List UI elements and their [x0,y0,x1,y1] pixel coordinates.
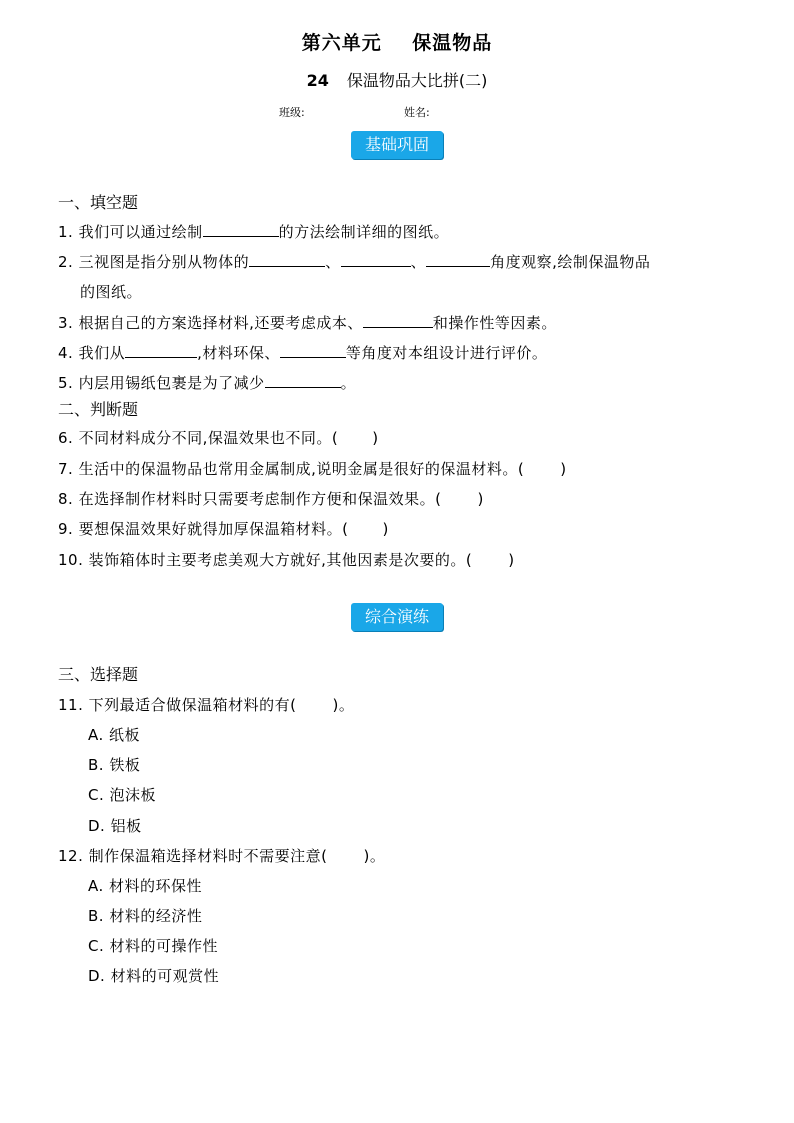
question-text: 1. 我们可以通过绘制 [58,223,203,241]
answer-blank[interactable] [203,222,279,237]
answer-blank[interactable] [125,343,197,358]
option-c[interactable]: C. 材料的可操作性 [88,937,219,955]
question-text: 2. 三视图是指分别从物体的 [58,253,250,271]
judge-question-6 [58,427,379,448]
unit-title: 第六单元 保温物品 [301,32,493,54]
question-text: 和操作性等因素。 [432,314,557,332]
lesson-title-row [0,68,794,91]
question-text: 6. 不同材料成分不同,保温效果也不同。( [58,429,339,447]
question-text: 12. 制作保温箱选择材料时不需要注意( [58,847,328,865]
question-text: 等角度对本组设计进行评价。 [345,344,548,362]
choice-question-12 [58,845,385,866]
answer-blank[interactable] [280,343,346,358]
question-text: 4. 我们从 [58,344,126,362]
judge-question-7 [58,458,567,479]
fill-question-4 [58,342,547,363]
question-text: ) [477,490,484,508]
fill-question-5 [58,372,356,393]
question-text: ) [508,551,515,569]
option-b[interactable]: B. 材料的经济性 [88,907,203,925]
question-text: 8. 在选择制作材料时只需要考虑制作方便和保温效果。( [58,490,442,508]
question-text: ,材料环保、 [197,344,280,362]
question-text: 、 [410,253,427,271]
question-text: 角度观察,绘制保温物品 [490,253,651,271]
section-heading-choice: 三、选择题 [58,665,139,684]
class-label: 班级: [279,106,305,119]
option-a[interactable]: A. 纸板 [88,726,141,744]
question-text: ) [560,460,567,478]
question-text: ) [372,429,379,447]
option-a[interactable]: A. 材料的环保性 [88,877,203,895]
question-text: 9. 要想保温效果好就得加厚保温箱材料。( [58,520,349,538]
question-text: 5. 内层用锡纸包裹是为了减少 [58,374,265,392]
option-c[interactable]: C. 泡沫板 [88,786,157,804]
question-text: 10. 装饰箱体时主要考虑美观大方就好,其他因素是次要的。( [58,551,473,569]
name-label: 姓名: [404,106,430,119]
question-text: )。 [332,696,355,714]
answer-blank[interactable] [249,252,325,267]
question-text: )。 [363,847,386,865]
fill-question-2-continued: 的图纸。 [80,283,143,301]
section-tag-basic: 基础巩固 [351,131,443,159]
choice-question-11 [58,694,354,715]
option-d[interactable]: D. 铝板 [88,817,142,835]
lesson-title: 保温物品大比拼(二) [346,71,488,90]
judge-question-10 [58,549,515,570]
lesson-number: 24 [306,71,329,90]
answer-blank[interactable] [341,252,411,267]
option-b[interactable]: B. 铁板 [88,756,141,774]
answer-blank[interactable] [426,252,490,267]
fill-question-1 [58,221,449,242]
section-heading-fill: 一、填空题 [58,193,139,212]
question-text: 11. 下列最适合做保温箱材料的有( [58,696,297,714]
section-tag-comprehensive: 综合演练 [351,603,443,631]
question-text: 的方法绘制详细的图纸。 [278,223,450,241]
question-text: 。 [340,374,357,392]
answer-blank[interactable] [265,373,341,388]
fill-question-2 [58,251,650,272]
fill-question-3 [58,312,557,333]
question-text: 3. 根据自己的方案选择材料,还要考虑成本、 [58,314,363,332]
judge-question-8 [58,488,484,509]
question-text: ) [382,520,389,538]
question-text: 7. 生活中的保温物品也常用金属制成,说明金属是很好的保温材料。( [58,460,525,478]
judge-question-9 [58,518,389,539]
option-d[interactable]: D. 材料的可观赏性 [88,967,220,985]
answer-blank[interactable] [363,313,433,328]
question-text: 、 [325,253,341,271]
section-heading-judge: 二、判断题 [58,400,139,419]
